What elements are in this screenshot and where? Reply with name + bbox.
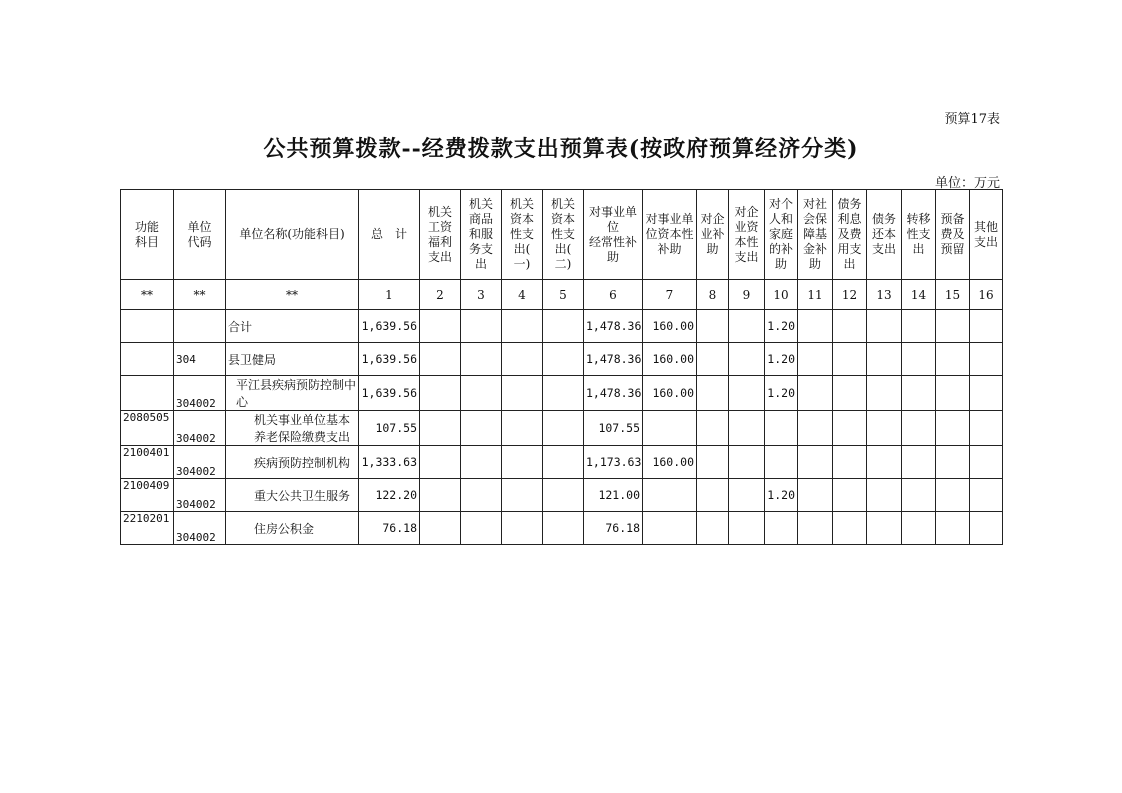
value-cell [643,479,697,512]
value-cell [867,512,902,545]
value-cell [798,376,833,411]
value-cell: 76.18 [584,512,643,545]
value-cell [936,411,970,446]
column-header: 对企 业补 助 [697,190,729,280]
value-cell [936,512,970,545]
value-cell: 1.20 [765,376,798,411]
value-cell [833,310,867,343]
column-index: 11 [798,280,833,310]
table-row [121,411,1003,446]
table-row [121,343,1003,376]
index-row [121,280,1003,310]
value-cell [461,479,502,512]
value-cell [697,479,729,512]
column-index: 1 [359,280,420,310]
value-cell [798,343,833,376]
value-cell [543,343,584,376]
value-cell [902,512,936,545]
value-cell [798,446,833,479]
value-cell [461,411,502,446]
column-header: 债务 还本 支出 [867,190,902,280]
unit-code-cell: 304002 [174,512,226,545]
column-header: 对事业单 位资本性 补助 [643,190,697,280]
value-cell [833,446,867,479]
column-index: 15 [936,280,970,310]
value-cell [867,376,902,411]
value-cell [765,512,798,545]
value-cell [902,376,936,411]
column-header: 对社 会保 障基 金补 助 [798,190,833,280]
value-cell [902,310,936,343]
column-index: 2 [420,280,461,310]
value-cell [833,343,867,376]
unit-name-cell: 疾病预防控制机构 [226,446,359,479]
value-cell [461,343,502,376]
value-cell [502,310,543,343]
value-cell [729,343,765,376]
value-cell [420,376,461,411]
value-cell [697,512,729,545]
column-index: 5 [543,280,584,310]
value-cell [729,446,765,479]
value-cell: 107.55 [584,411,643,446]
value-cell [420,411,461,446]
header-row [121,190,1003,280]
value-cell [502,343,543,376]
value-cell [543,310,584,343]
column-header: 其他 支出 [970,190,1003,280]
value-cell [902,411,936,446]
value-cell [502,512,543,545]
column-header: 单位名称(功能科目) [226,190,359,280]
column-index: ** [174,280,226,310]
value-cell [867,411,902,446]
value-cell [697,343,729,376]
value-cell: 1.20 [765,479,798,512]
value-cell [729,310,765,343]
total-cell: 1,639.56 [359,376,420,411]
function-code-cell [121,310,174,343]
value-cell [970,343,1003,376]
unit-name-cell: 重大公共卫生服务 [226,479,359,512]
value-cell [833,411,867,446]
column-index: 3 [461,280,502,310]
column-header: 对企 业资 本性 支出 [729,190,765,280]
value-cell [729,376,765,411]
value-cell: 160.00 [643,310,697,343]
value-cell [970,411,1003,446]
table-row [121,376,1003,411]
table-row [121,310,1003,343]
value-cell [420,446,461,479]
column-header: 机关 商品 和服 务支 出 [461,190,502,280]
value-cell [420,512,461,545]
column-header: 机关 资本 性支 出( 二) [543,190,584,280]
column-index: 7 [643,280,697,310]
value-cell [643,411,697,446]
value-cell [798,310,833,343]
value-cell [970,446,1003,479]
value-cell: 1,478.36 [584,310,643,343]
function-code-cell [121,376,174,411]
value-cell [970,376,1003,411]
unit-label: 单位：万元 [934,176,1000,191]
column-header: 单位 代码 [174,190,226,280]
value-cell [936,376,970,411]
function-code-cell [121,343,174,376]
column-header: 对事业单位 经常性补助 [584,190,643,280]
column-index: 12 [833,280,867,310]
value-cell: 1,478.36 [584,376,643,411]
table-row [121,446,1003,479]
unit-name-cell: 合计 [226,310,359,343]
value-cell [502,376,543,411]
total-cell: 122.20 [359,479,420,512]
column-header: 转移 性支 出 [902,190,936,280]
value-cell [765,446,798,479]
table-row [121,479,1003,512]
value-cell [902,343,936,376]
value-cell [461,446,502,479]
value-cell [970,310,1003,343]
unit-name-cell: 机关事业单位基本养老保险缴费支出 [226,411,359,446]
value-cell [697,446,729,479]
value-cell [765,411,798,446]
value-cell [643,512,697,545]
value-cell [798,411,833,446]
value-cell [867,310,902,343]
column-index: 6 [584,280,643,310]
value-cell [502,479,543,512]
column-header: 功能 科目 [121,190,174,280]
value-cell [461,376,502,411]
value-cell [420,343,461,376]
value-cell [543,376,584,411]
function-code-cell: 2100409 [121,479,174,512]
value-cell [833,512,867,545]
form-number: 预算17表 [944,112,1000,127]
value-cell [543,512,584,545]
column-index: ** [226,280,359,310]
function-code-cell: 2210201 [121,512,174,545]
column-header: 机关 工资 福利 支出 [420,190,461,280]
column-index: 16 [970,280,1003,310]
value-cell [970,479,1003,512]
value-cell [502,446,543,479]
value-cell [867,446,902,479]
unit-code-cell: 304002 [174,411,226,446]
value-cell [936,479,970,512]
unit-name-cell: 住房公积金 [226,512,359,545]
value-cell [729,411,765,446]
value-cell [420,310,461,343]
value-cell [970,512,1003,545]
table-row [121,512,1003,545]
column-index: 10 [765,280,798,310]
value-cell [502,411,543,446]
page-title: 公共预算拨款--经费拨款支出预算表(按政府预算经济分类) [263,136,859,162]
value-cell [543,479,584,512]
value-cell: 1.20 [765,343,798,376]
value-cell [833,479,867,512]
value-cell [729,512,765,545]
value-cell [936,446,970,479]
value-cell [697,310,729,343]
total-cell: 107.55 [359,411,420,446]
value-cell [543,446,584,479]
column-index: 8 [697,280,729,310]
value-cell [902,479,936,512]
column-index: 13 [867,280,902,310]
value-cell [833,376,867,411]
value-cell [867,479,902,512]
value-cell [461,310,502,343]
column-header: 对个 人和 家庭 的补 助 [765,190,798,280]
value-cell [729,479,765,512]
budget-table [120,189,1003,545]
value-cell [867,343,902,376]
value-cell: 160.00 [643,343,697,376]
value-cell [420,479,461,512]
value-cell [798,512,833,545]
column-index: 14 [902,280,936,310]
column-index: 9 [729,280,765,310]
total-cell: 1,639.56 [359,343,420,376]
unit-code-cell: 304 [174,343,226,376]
value-cell [798,479,833,512]
value-cell: 160.00 [643,376,697,411]
value-cell: 121.00 [584,479,643,512]
value-cell [902,446,936,479]
column-header: 机关 资本 性支 出( 一) [502,190,543,280]
column-header: 总 计 [359,190,420,280]
total-cell: 1,639.56 [359,310,420,343]
function-code-cell: 2080505 [121,411,174,446]
unit-name-cell: 平江县疾病预防控制中心 [226,376,359,411]
unit-code-cell: 304002 [174,479,226,512]
value-cell: 1,478.36 [584,343,643,376]
value-cell [936,343,970,376]
total-cell: 76.18 [359,512,420,545]
value-cell: 1,173.63 [584,446,643,479]
column-index: ** [121,280,174,310]
value-cell: 1.20 [765,310,798,343]
column-header: 债务 利息 及费 用支 出 [833,190,867,280]
value-cell [936,310,970,343]
unit-code-cell: 304002 [174,446,226,479]
value-cell [697,411,729,446]
column-header: 预备 费及 预留 [936,190,970,280]
value-cell [543,411,584,446]
unit-code-cell [174,310,226,343]
unit-code-cell: 304002 [174,376,226,411]
total-cell: 1,333.63 [359,446,420,479]
function-code-cell: 2100401 [121,446,174,479]
unit-name-cell: 县卫健局 [226,343,359,376]
value-cell [697,376,729,411]
value-cell: 160.00 [643,446,697,479]
value-cell [461,512,502,545]
column-index: 4 [502,280,543,310]
